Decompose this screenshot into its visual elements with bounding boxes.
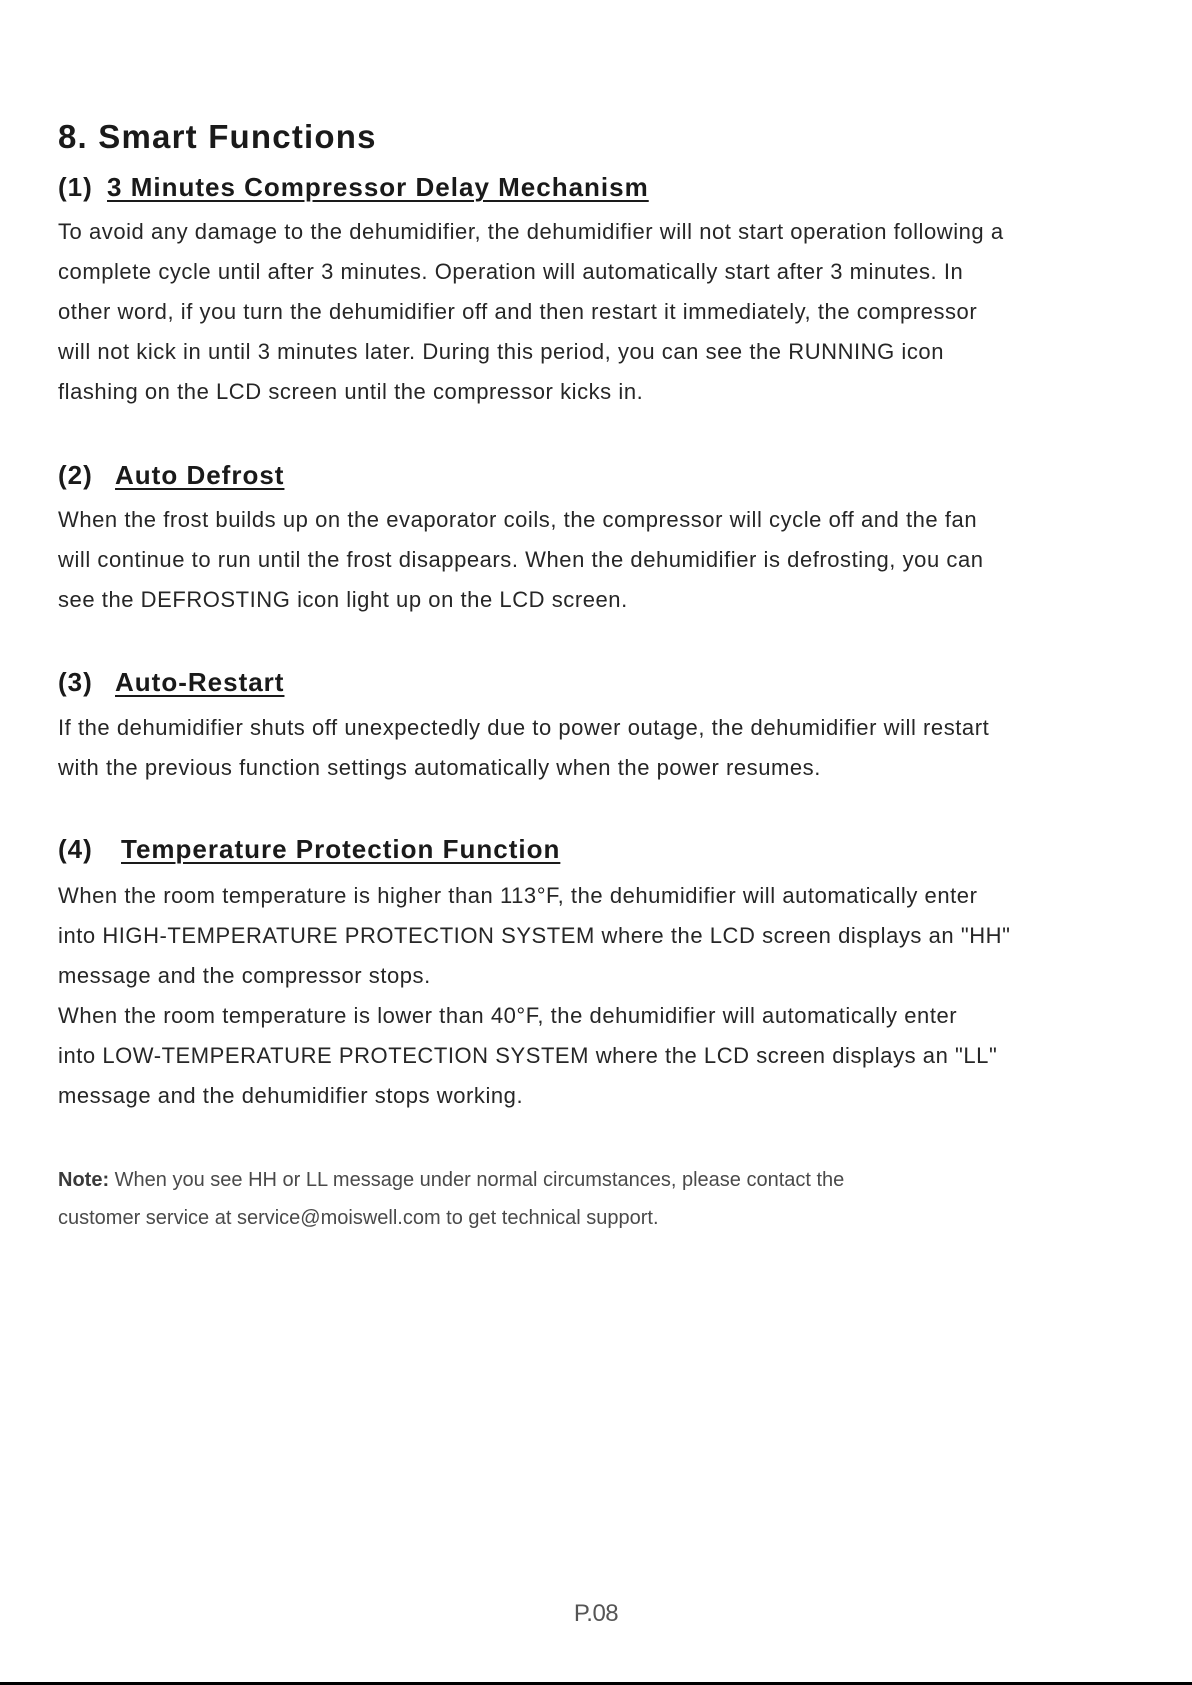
section-number: (2) — [58, 460, 93, 490]
body-line: When the frost builds up on the evaporator coils, the compressor will cycle off and the fan — [58, 507, 978, 532]
body-line: into LOW-TEMPERATURE PROTECTION SYSTEM where the LCD screen displays an "LL" — [58, 1043, 998, 1068]
section-title: 3 Minutes Compressor Delay Mechanism — [107, 172, 649, 202]
section-heading-temperature-protection — [58, 834, 560, 865]
section-heading-auto-restart — [58, 667, 284, 698]
body-line: with the previous function settings automatically when the power resumes. — [58, 755, 821, 780]
body-line: into HIGH-TEMPERATURE PROTECTION SYSTEM where the LCD screen displays an "HH" — [58, 923, 1011, 948]
note-text: When you see HH or LL message under normal circumstances, please contact the — [114, 1169, 845, 1191]
body-line: When the room temperature is higher than 113°F, the dehumidifier will automatically enter — [58, 883, 978, 908]
section-title: Auto-Restart — [115, 667, 285, 697]
note-line: customer service at service@moiswell.com to get technical support. — [58, 1207, 659, 1229]
body-line: flashing on the LCD screen until the compressor kicks in. — [58, 379, 644, 404]
section-body-compressor-delay — [58, 212, 1138, 412]
note-label: Note: — [58, 1169, 110, 1191]
section-title: Temperature Protection Function — [121, 834, 561, 864]
section-body-auto-restart — [58, 708, 1138, 788]
section-heading-auto-defrost — [58, 460, 284, 491]
page-title: 8. Smart Functions — [58, 118, 377, 155]
body-line: will continue to run until the frost disappears. When the dehumidifier is defrosting, you can — [58, 547, 984, 572]
page-number: P.08 — [573, 1600, 619, 1627]
section-number: (3) — [58, 667, 93, 697]
section-number: (1) — [58, 172, 93, 202]
note-line — [58, 1161, 1138, 1199]
body-line: To avoid any damage to the dehumidifier, the dehumidifier will not start operation following a — [58, 219, 1004, 244]
body-line: other word, if you turn the dehumidifier off and then restart it immediately, the compressor — [58, 299, 978, 324]
section-body-temperature-protection — [58, 876, 1138, 1116]
body-line: message and the dehumidifier stops working. — [58, 1083, 524, 1108]
body-line: If the dehumidifier shuts off unexpectedly due to power outage, the dehumidifier will restart — [58, 715, 990, 740]
section-body-auto-defrost — [58, 500, 1138, 620]
body-line: message and the compressor stops. — [58, 963, 431, 988]
body-line: When the room temperature is lower than 40°F, the dehumidifier will automatically enter — [58, 1003, 958, 1028]
section-title: Auto Defrost — [115, 460, 285, 490]
support-note — [58, 1161, 1138, 1237]
body-line: complete cycle until after 3 minutes. Operation will automatically start after 3 minutes. In — [58, 259, 964, 284]
body-line: see the DEFROSTING icon light up on the LCD screen. — [58, 587, 628, 612]
section-number: (4) — [58, 834, 93, 864]
body-line: will not kick in until 3 minutes later. During this period, you can see the RUNNING icon — [58, 339, 944, 364]
section-heading-compressor-delay — [58, 172, 649, 203]
